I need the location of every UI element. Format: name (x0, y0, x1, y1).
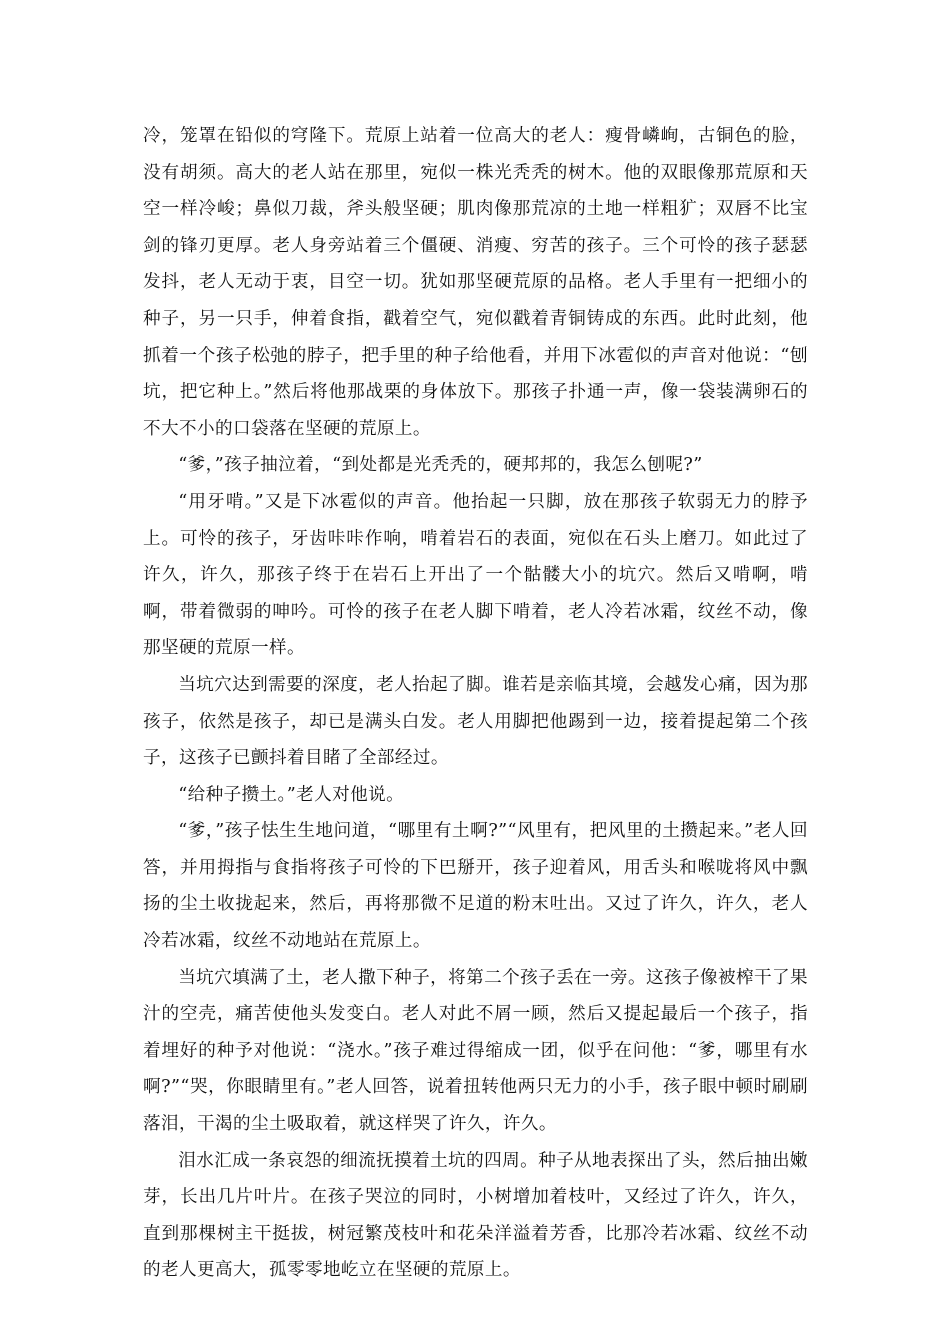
story-paragraph-6: “爹，”孩子怯生生地问道，“哪里有土啊?”“风里有，把风里的土攒起来。”老人回答，并用拇指与食指将孩子可怜的下巴掰开，孩子迎着风，用舌头和喉咙将风中飘扬的尘土收拢起来，然后，再将那微不足道的粉末吐出。又过了许久，许久，老人冷若冰霜，纹丝不动地站在荒原上。 (143, 821, 808, 952)
story-paragraph-1: 冷，笼罩在铅似的穹隆下。荒原上站着一位高大的老人：瘦骨嶙峋，古铜色的脸，没有胡须。高大的老人站在那里，宛似一株光秃秃的树木。他的双眼像那荒原和天空一样冷峻；鼻似刀裁，斧头般坚硬；肌肉像那荒凉的土地一样粗犷；双唇不比宝剑的锋刃更厚。老人身旁站着三个僵硬、消瘦、穷苦的孩子。三个可怜的孩子瑟瑟发抖，老人无动于衷，目空一切。犹如那坚硬荒原的品格。老人手里有一把细小的种子，另一只手，伸着食指，戳着空气，宛似戳着青铜铸成的东西。此时此刻，他抓着一个孩子松弛的脖子，把手里的种子给他看，并用下冰雹似的声音对他说：“刨坑，把它种上。”然后将他那战栗的身体放下。那孩子扑通一声，像一袋装满卵石的不大不小的口袋落在坚硬的荒原上。 (143, 126, 808, 439)
story-paragraph-3: “用牙啃。”又是下冰雹似的声音。他抬起一只脚，放在那孩子软弱无力的脖予上。可怜的孩子，牙齿咔咔作响，啃着岩石的表面，宛似在石头上磨刀。如此过了许久，许久，那孩子终于在岩石上开出了一个骷髅大小的坑穴。然后又啃啊，啃啊，带着微弱的呻吟。可怜的孩子在老人脚下啃着，老人冷若冰霜，纹丝不动，像那坚硬的荒原一样。 (143, 491, 808, 659)
story-paragraph-4: 当坑穴达到需要的深度，老人抬起了脚。谁若是亲临其境，会越发心痛，因为那孩子，依然是孩子，却已是满头白发。老人用脚把他踢到一边，接着提起第二个孩子，这孩子已颤抖着目睹了全部经过。 (143, 674, 808, 769)
document-page (143, 118, 808, 1289)
story-paragraph-7: 当坑穴填满了土，老人撒下种子，将第二个孩子丢在一旁。这孩子像被榨干了果汁的空壳，痛苦使他头发变白。老人对此不屑一顾，然后又提起最后一个孩子，指着埋好的种予对他说：“浇水。”孩子难过得缩成一团，似乎在问他：“爹，哪里有水啊?”“哭，你眼睛里有。”老人回答，说着扭转他两只无力的小手，孩子眼中顿时刷刷落泪，干渴的尘土吸取着，就这样哭了许久，许久。 (143, 967, 808, 1135)
story-paragraph-2: “爹，”孩子抽泣着，“到处都是光秃秃的，硬邦邦的，我怎么刨呢?” (178, 455, 703, 476)
story-paragraph-5: “给种子攒土。”老人对他说。 (178, 784, 405, 805)
story-paragraph-8: 泪水汇成一条哀怨的细流抚摸着土坑的四周。种子从地表探出了头，然后抽出嫩芽，长出几片叶片。在孩子哭泣的同时，小树增加着枝叶，又经过了许久，许久，直到那棵树主干挺拔，树冠繁茂枝叶和花朵洋溢着芳香，比那冷若冰霜、纹丝不动的老人更高大，孤零零地屹立在坚硬的荒原上。 (143, 1150, 808, 1281)
